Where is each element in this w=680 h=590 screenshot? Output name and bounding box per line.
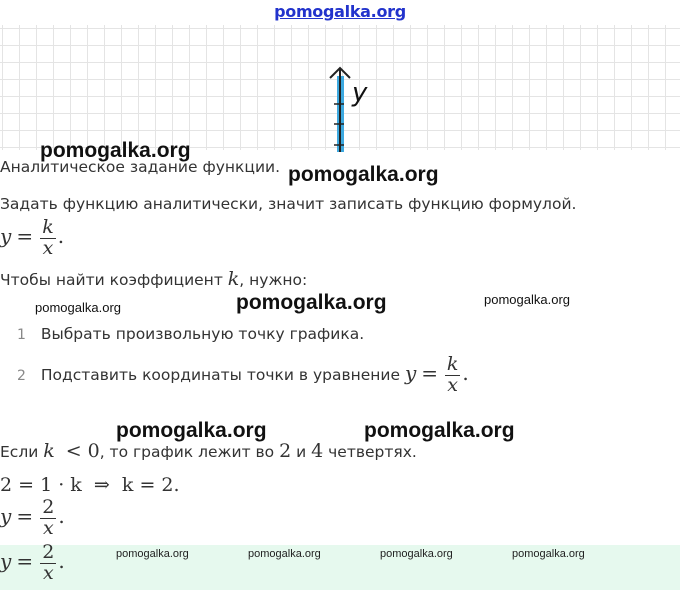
y-axis-label: y xyxy=(352,78,368,108)
result-fraction xyxy=(40,498,56,539)
condition-zero: 0 xyxy=(87,440,100,462)
list-item xyxy=(17,355,469,396)
condition-post: четвертях. xyxy=(323,443,417,461)
fraction-denominator: x xyxy=(40,238,56,259)
list-item-number: 1 xyxy=(17,327,26,343)
watermark: pomogalka.org xyxy=(35,300,121,315)
result-fraction xyxy=(40,543,56,584)
fraction-denominator: x xyxy=(445,375,461,396)
step-formula-lhs: y xyxy=(404,360,417,385)
step-formula-fraction xyxy=(445,355,461,396)
watermark: pomogalka.org xyxy=(236,291,387,314)
watermark: pomogalka.org xyxy=(116,548,189,560)
fraction-denominator: x xyxy=(40,518,56,539)
watermark: pomogalka.org xyxy=(512,548,585,560)
condition-mid: , то график лежит во xyxy=(99,443,280,461)
fraction-numerator: k xyxy=(446,353,459,375)
step-formula-tail: . xyxy=(462,360,469,385)
list-item-text: Подставить координаты точки в уравнение xyxy=(40,365,405,384)
result-formula-1 xyxy=(0,498,65,539)
formula-eq: = xyxy=(16,223,34,248)
watermark: pomogalka.org xyxy=(40,139,191,162)
list-item-number: 2 xyxy=(17,367,26,384)
find-coef-var: k xyxy=(227,268,240,290)
fraction-numerator: 2 xyxy=(42,541,55,563)
y-axis xyxy=(325,62,355,152)
fraction-numerator: 2 xyxy=(42,496,55,518)
result-eq: = xyxy=(16,503,34,528)
formula-fraction xyxy=(40,218,56,259)
condition-line xyxy=(0,440,417,462)
step-formula-eq: = xyxy=(421,360,438,385)
find-coef-text: Чтобы найти коэффициент xyxy=(0,271,228,289)
result-tail: . xyxy=(58,548,65,573)
top-watermark-link[interactable]: pomogalka.org xyxy=(274,2,406,21)
list-item xyxy=(17,325,364,343)
condition-pre: Если xyxy=(0,443,44,461)
condition-q2: 4 xyxy=(311,440,324,462)
formula-main xyxy=(0,218,64,259)
watermark: pomogalka.org xyxy=(380,548,453,560)
result-lhs: y xyxy=(0,503,12,528)
list-item-text: Выбрать произвольную точку графика. xyxy=(40,325,365,343)
intro-text: Задать функцию аналитически, значит записать функцию формулой. xyxy=(0,195,577,213)
condition-op: < xyxy=(65,440,82,462)
watermark: pomogalka.org xyxy=(248,548,321,560)
watermark: pomogalka.org xyxy=(484,292,570,307)
watermark: pomogalka.org xyxy=(364,419,515,442)
result-formula-2 xyxy=(0,543,65,584)
condition-var: k xyxy=(43,440,55,462)
condition-q1: 2 xyxy=(279,440,292,462)
fraction-denominator: x xyxy=(40,563,56,584)
calc-line: 2 = 1 · k ⇒ k = 2. xyxy=(0,474,180,496)
formula-tail: . xyxy=(57,223,65,248)
watermark: pomogalka.org xyxy=(288,163,439,186)
result-lhs: y xyxy=(0,548,12,573)
section-heading: Аналитическое задание функции. xyxy=(0,158,281,176)
condition-and: и xyxy=(291,443,312,461)
find-coef-tail: , нужно: xyxy=(239,271,308,289)
fraction-numerator: k xyxy=(42,216,54,238)
result-tail: . xyxy=(58,503,65,528)
formula-lhs: y xyxy=(0,223,12,248)
result-eq: = xyxy=(16,548,34,573)
find-coef-line xyxy=(0,268,307,290)
watermark: pomogalka.org xyxy=(116,419,267,442)
